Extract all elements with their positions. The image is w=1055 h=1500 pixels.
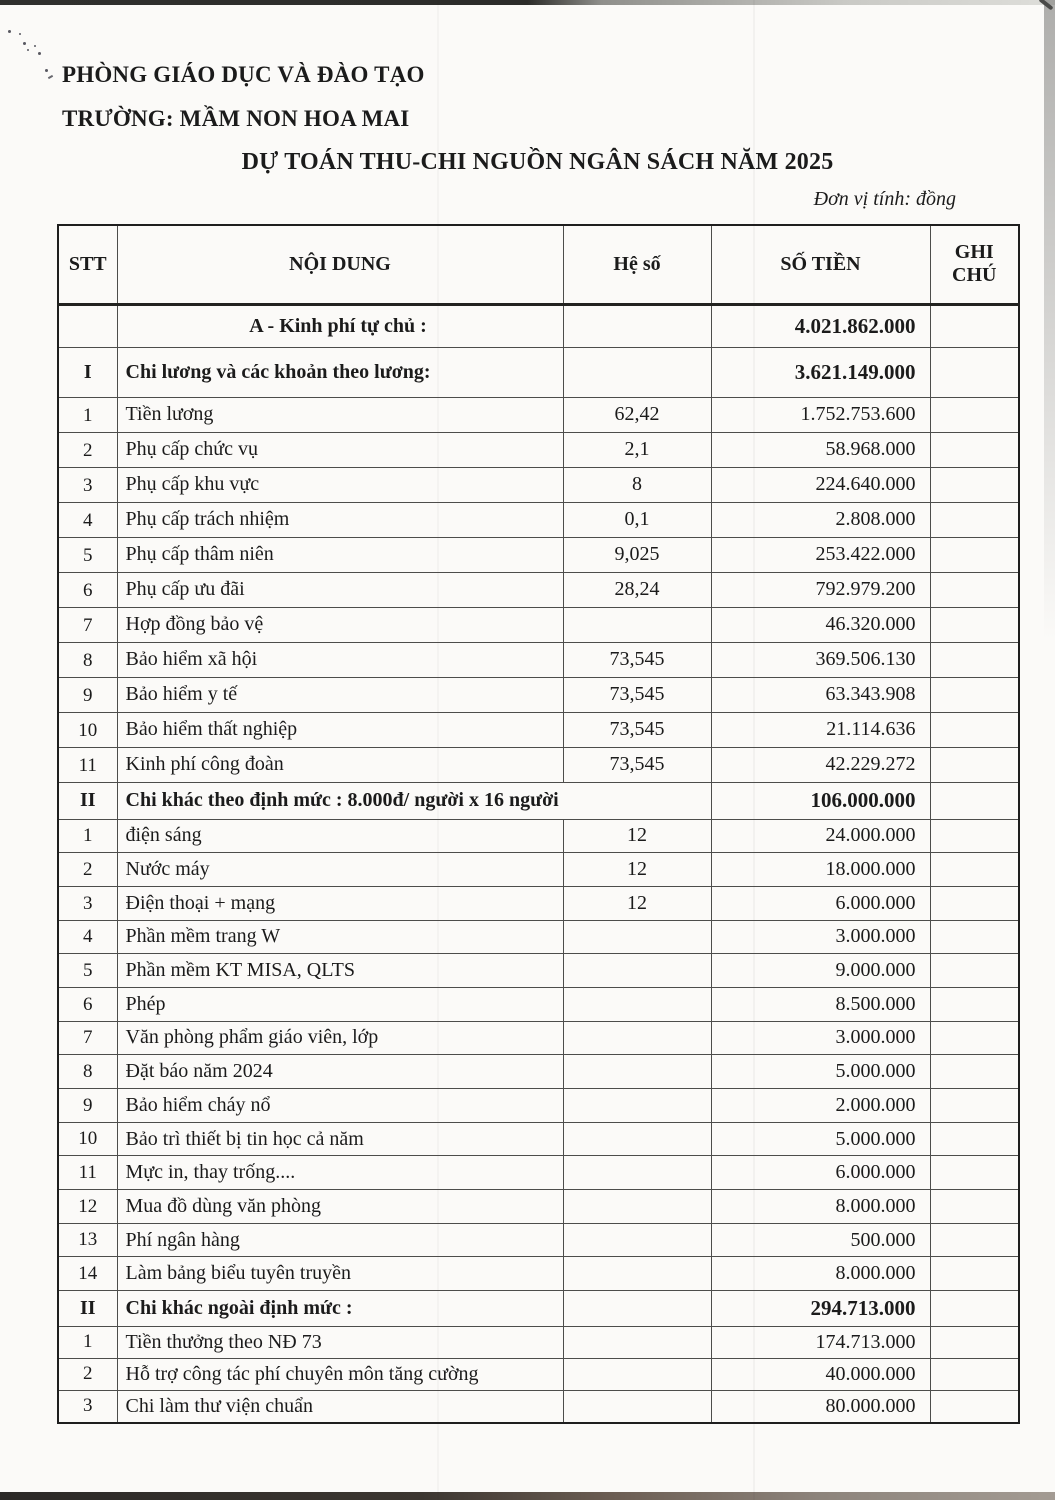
stt-cell: 6: [58, 572, 117, 607]
note-cell: [930, 1359, 1019, 1391]
amount-cell: 24.000.000: [711, 819, 930, 853]
amount-cell: 2.808.000: [711, 502, 930, 537]
table-row: [58, 1021, 1019, 1055]
table-row: [58, 1291, 1019, 1327]
heso-cell: 12: [563, 886, 711, 920]
amount-cell: 6.000.000: [711, 1156, 930, 1190]
heso-cell: [563, 1327, 711, 1359]
table-header-row: [58, 225, 1019, 304]
note-cell: [930, 1291, 1019, 1327]
stt-cell: 6: [58, 987, 117, 1021]
content-cell: Phụ cấp ưu đãi: [117, 572, 563, 607]
heso-cell: [563, 1089, 711, 1123]
amount-cell: 2.000.000: [711, 1089, 930, 1123]
col-header-ghichu: GHI CHÚ: [930, 225, 1019, 304]
content-cell: Phụ cấp thâm niên: [117, 537, 563, 572]
note-cell: [930, 467, 1019, 502]
content-cell: Mực in, thay trống....: [117, 1156, 563, 1190]
amount-cell: 6.000.000: [711, 886, 930, 920]
content-cell: Bảo hiểm cháy nổ: [117, 1089, 563, 1123]
stt-cell: 10: [58, 1122, 117, 1156]
content-cell: Văn phòng phẩm giáo viên, lớp: [117, 1021, 563, 1055]
heso-cell: 62,42: [563, 397, 711, 432]
content-cell: Bảo hiểm y tế: [117, 677, 563, 712]
note-cell: [930, 537, 1019, 572]
note-cell: [930, 607, 1019, 642]
heso-cell: 73,545: [563, 747, 711, 782]
stt-cell: 7: [58, 1021, 117, 1055]
heso-cell: [563, 1291, 711, 1327]
stt-cell: [58, 304, 117, 347]
content-cell: Kinh phí công đoàn: [117, 747, 563, 782]
note-cell: [930, 747, 1019, 782]
content-cell: Phần mềm KT MISA, QLTS: [117, 954, 563, 988]
amount-cell: 792.979.200: [711, 572, 930, 607]
content-cell: Phần mềm trang W: [117, 920, 563, 954]
col-header-noidung: NỘI DUNG: [117, 225, 563, 304]
amount-cell: 3.000.000: [711, 1021, 930, 1055]
content-cell: Phụ cấp trách nhiệm: [117, 502, 563, 537]
amount-cell: 294.713.000: [711, 1291, 930, 1327]
heso-cell: [563, 1257, 711, 1291]
stt-cell: 9: [58, 1089, 117, 1123]
amount-cell: 3.621.149.000: [711, 347, 930, 397]
stt-cell: 4: [58, 502, 117, 537]
note-cell: [930, 572, 1019, 607]
scan-edge-bottom: [0, 1492, 1055, 1500]
note-cell: [930, 642, 1019, 677]
stt-cell: 2: [58, 1359, 117, 1391]
table-row: [58, 987, 1019, 1021]
table-row: [58, 819, 1019, 853]
heso-cell: [563, 920, 711, 954]
heso-cell: 73,545: [563, 642, 711, 677]
note-cell: [930, 1156, 1019, 1190]
stt-cell: 2: [58, 432, 117, 467]
heso-cell: [563, 1021, 711, 1055]
stt-cell: 1: [58, 1327, 117, 1359]
heso-cell: [563, 1391, 711, 1423]
amount-cell: 40.000.000: [711, 1359, 930, 1391]
content-cell: Phụ cấp chức vụ: [117, 432, 563, 467]
stt-cell: 1: [58, 819, 117, 853]
table-row: [58, 1156, 1019, 1190]
heso-cell: [563, 607, 711, 642]
table-row: [58, 954, 1019, 988]
content-cell: Chi làm thư viện chuẩn: [117, 1391, 563, 1423]
content-cell: Nước máy: [117, 853, 563, 887]
amount-cell: 8.000.000: [711, 1257, 930, 1291]
heso-cell: [563, 1359, 711, 1391]
amount-cell: 9.000.000: [711, 954, 930, 988]
stt-cell: 11: [58, 1156, 117, 1190]
school-name: TRƯỜNG: MẦM NON HOA MAI: [62, 106, 410, 131]
table-row: [58, 1391, 1019, 1423]
stt-cell: 12: [58, 1190, 117, 1224]
content-cell: điện sáng: [117, 819, 563, 853]
stt-cell: 8: [58, 1055, 117, 1089]
heso-cell: [563, 1156, 711, 1190]
stt-cell: 4: [58, 920, 117, 954]
note-cell: [930, 502, 1019, 537]
table-row: [58, 572, 1019, 607]
note-cell: [930, 1122, 1019, 1156]
amount-cell: 8.500.000: [711, 987, 930, 1021]
table-row: [58, 1327, 1019, 1359]
amount-cell: 253.422.000: [711, 537, 930, 572]
stt-cell: II: [58, 782, 117, 819]
heso-cell: 73,545: [563, 677, 711, 712]
table-row: [58, 1257, 1019, 1291]
table-row: [58, 502, 1019, 537]
heso-cell: 9,025: [563, 537, 711, 572]
table-row: [58, 747, 1019, 782]
stt-cell: 8: [58, 642, 117, 677]
table-row: [58, 607, 1019, 642]
note-cell: [930, 1391, 1019, 1423]
amount-cell: 369.506.130: [711, 642, 930, 677]
budget-table: [57, 224, 1020, 1424]
unit-note: Đơn vị tính: đồng: [813, 188, 956, 210]
content-cell: Chi khác theo định mức : 8.000đ/ người x 16 người: [117, 782, 711, 819]
heso-cell: [563, 987, 711, 1021]
note-cell: [930, 432, 1019, 467]
stt-cell: 2: [58, 853, 117, 887]
table-row: [58, 677, 1019, 712]
heso-cell: 0,1: [563, 502, 711, 537]
content-cell: Phụ cấp khu vực: [117, 467, 563, 502]
note-cell: [930, 347, 1019, 397]
stt-cell: 3: [58, 467, 117, 502]
table-row: [58, 712, 1019, 747]
stt-cell: 5: [58, 537, 117, 572]
note-cell: [930, 954, 1019, 988]
budget-table-body: [58, 304, 1019, 1423]
col-header-heso: Hệ số: [563, 225, 711, 304]
amount-cell: 42.229.272: [711, 747, 930, 782]
note-cell: [930, 1190, 1019, 1224]
stt-cell: II: [58, 1291, 117, 1327]
note-cell: [930, 1257, 1019, 1291]
stt-cell: 9: [58, 677, 117, 712]
heso-cell: 73,545: [563, 712, 711, 747]
note-cell: [930, 853, 1019, 887]
amount-cell: 18.000.000: [711, 853, 930, 887]
amount-cell: 3.000.000: [711, 920, 930, 954]
note-cell: [930, 304, 1019, 347]
stt-cell: 14: [58, 1257, 117, 1291]
note-cell: [930, 987, 1019, 1021]
amount-cell: 80.000.000: [711, 1391, 930, 1423]
note-cell: [930, 920, 1019, 954]
content-cell: Đặt báo năm 2024: [117, 1055, 563, 1089]
stt-cell: 7: [58, 607, 117, 642]
heso-cell: [563, 347, 711, 397]
note-cell: [930, 1089, 1019, 1123]
stt-cell: 5: [58, 954, 117, 988]
table-row: [58, 1122, 1019, 1156]
amount-cell: 4.021.862.000: [711, 304, 930, 347]
amount-cell: 1.752.753.600: [711, 397, 930, 432]
note-cell: [930, 397, 1019, 432]
table-row: [58, 1055, 1019, 1089]
heso-cell: [563, 1223, 711, 1257]
heso-cell: 12: [563, 819, 711, 853]
content-cell: Điện thoại + mạng: [117, 886, 563, 920]
table-row: [58, 432, 1019, 467]
amount-cell: 174.713.000: [711, 1327, 930, 1359]
note-cell: [930, 1021, 1019, 1055]
note-cell: [930, 677, 1019, 712]
note-cell: [930, 819, 1019, 853]
amount-cell: 5.000.000: [711, 1055, 930, 1089]
table-row: [58, 1223, 1019, 1257]
heso-cell: 2,1: [563, 432, 711, 467]
heso-cell: [563, 1190, 711, 1224]
content-cell: Tiền thưởng theo NĐ 73: [117, 1327, 563, 1359]
content-cell: Làm bảng biểu tuyên truyền: [117, 1257, 563, 1291]
table-row: [58, 1089, 1019, 1123]
note-cell: [930, 1223, 1019, 1257]
scan-shadow-right: [1044, 0, 1055, 640]
content-cell: Chi lương và các khoản theo lương:: [117, 347, 563, 397]
note-cell: [930, 886, 1019, 920]
table-row: [58, 782, 1019, 819]
note-cell: [930, 782, 1019, 819]
stt-cell: 13: [58, 1223, 117, 1257]
table-row: [58, 1190, 1019, 1224]
stt-cell: 3: [58, 886, 117, 920]
heso-cell: 12: [563, 853, 711, 887]
content-cell: A - Kinh phí tự chủ :: [117, 304, 563, 347]
stt-cell: 11: [58, 747, 117, 782]
content-cell: Phép: [117, 987, 563, 1021]
amount-cell: 63.343.908: [711, 677, 930, 712]
heso-cell: [563, 1122, 711, 1156]
stt-cell: 3: [58, 1391, 117, 1423]
heso-cell: [563, 304, 711, 347]
table-row: [58, 304, 1019, 347]
scan-edge-top: [0, 0, 1055, 5]
heso-cell: [563, 1055, 711, 1089]
stt-cell: I: [58, 347, 117, 397]
col-header-sotien: SỐ TIỀN: [711, 225, 930, 304]
amount-cell: 5.000.000: [711, 1122, 930, 1156]
amount-cell: 21.114.636: [711, 712, 930, 747]
note-cell: [930, 1327, 1019, 1359]
content-cell: Hỗ trợ công tác phí chuyên môn tăng cường: [117, 1359, 563, 1391]
note-cell: [930, 712, 1019, 747]
table-row: [58, 886, 1019, 920]
content-cell: Bảo hiểm xã hội: [117, 642, 563, 677]
content-cell: Tiền lương: [117, 397, 563, 432]
content-cell: Bảo trì thiết bị tin học cả năm: [117, 1122, 563, 1156]
content-cell: Mua đồ dùng văn phòng: [117, 1190, 563, 1224]
stt-cell: 10: [58, 712, 117, 747]
table-row: [58, 642, 1019, 677]
table-row: [58, 537, 1019, 572]
amount-cell: 500.000: [711, 1223, 930, 1257]
table-row: [58, 853, 1019, 887]
amount-cell: 8.000.000: [711, 1190, 930, 1224]
stt-cell: 1: [58, 397, 117, 432]
table-row: [58, 467, 1019, 502]
content-cell: Hợp đồng bảo vệ: [117, 607, 563, 642]
content-cell: Chi khác ngoài định mức :: [117, 1291, 563, 1327]
amount-cell: 224.640.000: [711, 467, 930, 502]
amount-cell: 58.968.000: [711, 432, 930, 467]
document-title: DỰ TOÁN THU-CHI NGUỒN NGÂN SÁCH NĂM 2025: [241, 149, 834, 175]
table-row: [58, 397, 1019, 432]
amount-cell: 106.000.000: [711, 782, 930, 819]
note-cell: [930, 1055, 1019, 1089]
content-cell: Bảo hiểm thất nghiệp: [117, 712, 563, 747]
table-row: [58, 1359, 1019, 1391]
content-cell: Phí ngân hàng: [117, 1223, 563, 1257]
table-row: [58, 920, 1019, 954]
table-row: [58, 347, 1019, 397]
issuing-agency: PHÒNG GIÁO DỤC VÀ ĐÀO TẠO: [62, 62, 425, 87]
heso-cell: [563, 954, 711, 988]
heso-cell: 8: [563, 467, 711, 502]
heso-cell: 28,24: [563, 572, 711, 607]
col-header-stt: STT: [58, 225, 117, 304]
amount-cell: 46.320.000: [711, 607, 930, 642]
